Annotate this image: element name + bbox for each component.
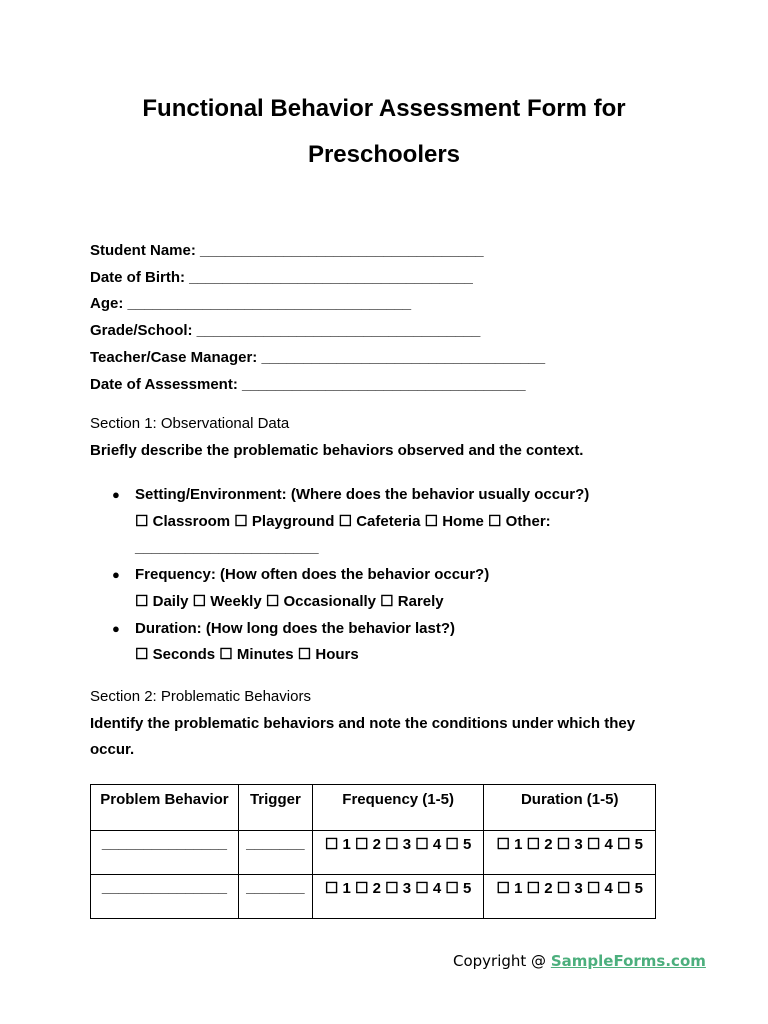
- setting-other-blank[interactable]: ______________________: [135, 539, 319, 557]
- frequency-question: Frequency: (How often does the behavior occur?): [135, 566, 490, 584]
- duration-question: Duration: (How long does the behavior last?): [135, 619, 456, 637]
- page-title: [0, 86, 768, 178]
- behavior-table: [90, 784, 656, 919]
- frequency-bullet: [112, 562, 592, 615]
- problem-behavior-cell[interactable]: _______________: [91, 831, 239, 875]
- title-line-2: Preschoolers: [307, 141, 461, 168]
- bullet-icon: ●: [112, 487, 120, 502]
- observation-bullets: [112, 482, 592, 669]
- student-info-fields: [90, 238, 545, 398]
- bullet-icon: ●: [112, 567, 120, 583]
- section-1-description: Briefly describe the problematic behaviors observed and the context.: [90, 441, 584, 459]
- duration-rating-cell[interactable]: ☐ 1 ☐ 2 ☐ 3 ☐ 4 ☐ 5: [484, 875, 656, 919]
- date-of-assessment-field[interactable]: Date of Assessment: __________________________________: [90, 375, 526, 393]
- problem-behavior-cell[interactable]: _______________: [91, 875, 239, 919]
- section-2-heading: Section 2: Problematic Behaviors: [90, 688, 311, 705]
- bullet-icon: ●: [112, 620, 120, 636]
- header-trigger: Trigger: [238, 785, 312, 831]
- frequency-rating-cell[interactable]: ☐ 1 ☐ 2 ☐ 3 ☐ 4 ☐ 5: [312, 875, 484, 919]
- frequency-options[interactable]: ☐ Daily ☐ Weekly ☐ Occasionally ☐ Rarely: [135, 592, 444, 610]
- title-line-1: Functional Behavior Assessment Form for: [142, 95, 626, 122]
- trigger-cell[interactable]: _______: [238, 875, 312, 919]
- teacher-case-manager-field[interactable]: Teacher/Case Manager: __________________________________: [90, 348, 546, 366]
- section-1-heading: Section 1: Observational Data: [90, 415, 290, 432]
- age-field[interactable]: Age: __________________________________: [90, 295, 412, 313]
- student-name-field[interactable]: Student Name: __________________________________: [90, 242, 484, 259]
- header-problem-behavior: Problem Behavior: [91, 785, 239, 831]
- table-row: [91, 875, 656, 919]
- copyright-footer: [453, 952, 706, 970]
- date-of-birth-field[interactable]: Date of Birth: __________________________________: [90, 268, 473, 286]
- copyright-text: Copyright @: [453, 952, 551, 970]
- setting-question: Setting/Environment: (Where does the behavior usually occur?): [135, 486, 590, 503]
- section-2: [90, 684, 660, 764]
- duration-bullet: [112, 616, 592, 669]
- duration-rating-cell[interactable]: ☐ 1 ☐ 2 ☐ 3 ☐ 4 ☐ 5: [484, 831, 656, 875]
- header-duration: Duration (1-5): [484, 785, 656, 831]
- header-frequency: Frequency (1-5): [312, 785, 484, 831]
- trigger-cell[interactable]: _______: [238, 831, 312, 875]
- duration-options[interactable]: ☐ Seconds ☐ Minutes ☐ Hours: [135, 646, 359, 664]
- section-1: [90, 411, 660, 464]
- brand-link[interactable]: SampleForms.com: [550, 952, 706, 970]
- section-2-description: Identify the problematic behaviors and note the conditions under which they occur.: [90, 714, 636, 759]
- table-header-row: [91, 785, 656, 831]
- setting-options[interactable]: ☐ Classroom ☐ Playground ☐ Cafeteria ☐ Home ☐ Other:: [135, 512, 551, 530]
- grade-school-field[interactable]: Grade/School: __________________________________: [90, 322, 481, 340]
- setting-bullet: [112, 482, 592, 562]
- frequency-rating-cell[interactable]: ☐ 1 ☐ 2 ☐ 3 ☐ 4 ☐ 5: [312, 831, 484, 875]
- table-row: [91, 831, 656, 875]
